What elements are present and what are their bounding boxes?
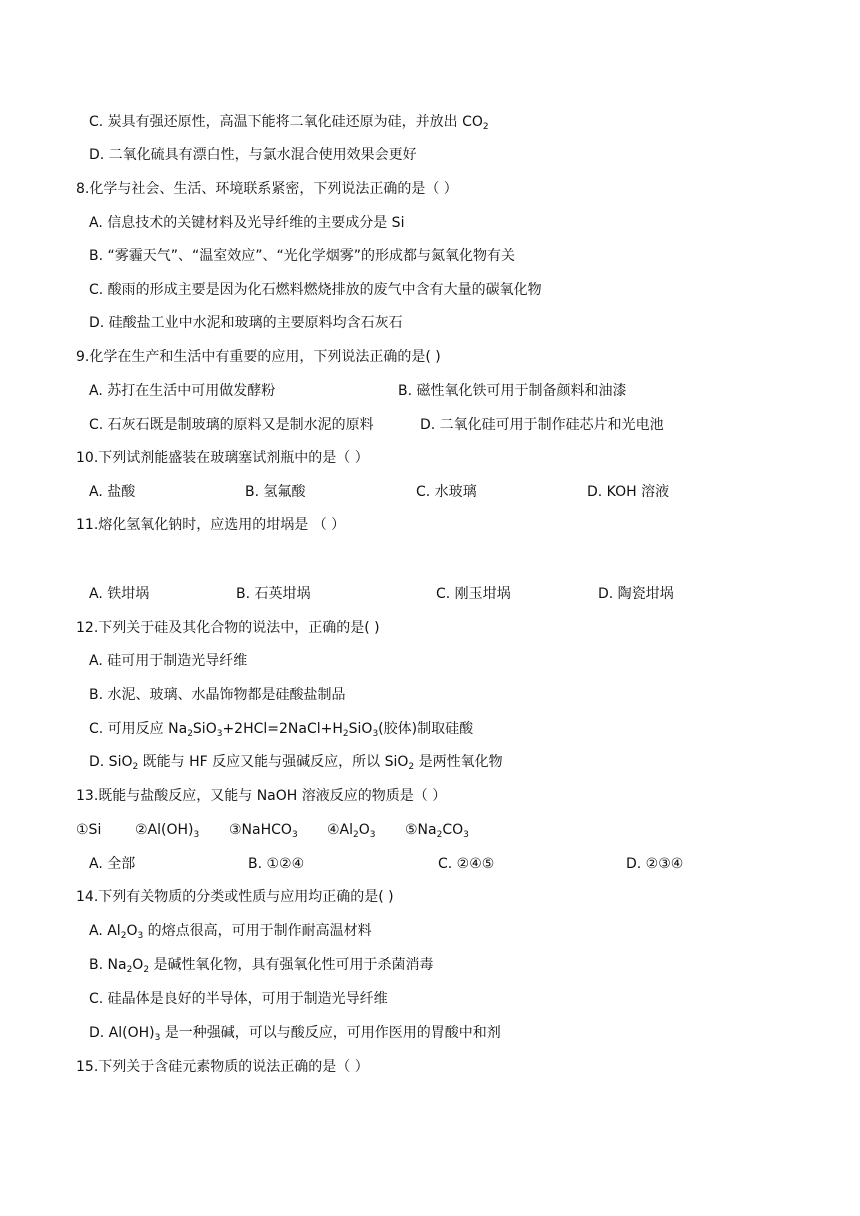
answer-option: [248, 854, 304, 874]
text-run: 的熔点很高，可用于制作耐高温材料: [143, 923, 372, 939]
text-run: O: [358, 822, 370, 838]
answer-option: [89, 280, 542, 300]
subscript: 3: [137, 931, 144, 941]
subscript: 3: [372, 729, 379, 739]
question-stem: [76, 515, 345, 535]
subscript: 3: [193, 830, 200, 840]
text-run: 15.下列关于含硅元素物质的说法正确的是（ ）: [76, 1059, 369, 1075]
subscript: 2: [482, 122, 489, 132]
text-run: D. 二氧化硫具有漂白性，与氯水混合使用效果会更好: [89, 147, 417, 163]
subscript: 2: [187, 729, 193, 739]
question-stem: [76, 887, 394, 907]
answer-option: [89, 955, 434, 975]
text-run: B. Na: [89, 957, 127, 973]
text-run: 9.化学在生产和生活中有重要的应用，下列说法正确的是( ): [76, 349, 441, 365]
text-run: 13.既能与盐酸反应，又能与 NaOH 溶液反应的物质是（ ）: [76, 788, 447, 804]
answer-option: [89, 112, 489, 132]
subscript: 3: [291, 830, 298, 840]
substance-item: [229, 820, 298, 840]
question-stem: [76, 179, 458, 199]
text-run: A. 苏打在生活中可用做发酵粉: [89, 383, 276, 399]
text-run: D. 二氧化硅可用于制作硅芯片和光电池: [420, 417, 664, 433]
text-run: C. 刚玉坩埚: [436, 586, 511, 602]
answer-option: [89, 1023, 501, 1043]
answer-option: [89, 415, 374, 435]
answer-option: [245, 482, 306, 502]
text-run: C. 石灰石既是制玻璃的原料又是制水泥的原料: [89, 417, 374, 433]
text-run: B. “雾霾天气”、“温室效应”、“光化学烟雾”的形成都与氮氧化物有关: [89, 248, 516, 264]
subscript: 2: [132, 762, 139, 772]
answer-option: [89, 482, 135, 502]
text-run: 是两性氧化物: [414, 754, 503, 770]
text-run: ⑤Na: [405, 822, 437, 838]
answer-option: [89, 145, 417, 165]
substance-item: [76, 820, 101, 840]
text-run: 是一种强碱，可以与酸反应，可用作医用的胃酸中和剂: [160, 1025, 501, 1041]
text-run: C. 硅晶体是良好的半导体，可用于制造光导纤维: [89, 991, 388, 1007]
text-run: +2HCl=2NaCl+H: [222, 721, 343, 737]
text-run: O: [132, 957, 144, 973]
text-run: D. 陶瓷坩埚: [598, 586, 674, 602]
text-run: C. 酸雨的形成主要是因为化石燃料燃烧排放的废气中含有大量的碳氧化物: [89, 282, 542, 298]
answer-option: [236, 584, 311, 604]
answer-option: [89, 651, 247, 671]
subscript: 3: [154, 1033, 161, 1043]
text-run: B. ①②④: [248, 856, 305, 872]
subscript: 2: [408, 762, 415, 772]
question-stem: [76, 618, 380, 638]
answer-option: [626, 854, 683, 874]
text-run: 11.熔化氢氧化钠时，应选用的坩埚是 （ ）: [76, 517, 346, 533]
text-run: ③NaHCO: [229, 822, 292, 838]
text-run: A. 盐酸: [89, 484, 136, 500]
subscript: 2: [143, 965, 150, 975]
text-run: SiO: [348, 721, 373, 737]
text-run: B. 氢氟酸: [245, 484, 306, 500]
subscript: 2: [436, 830, 443, 840]
text-run: D. KOH 溶液: [587, 484, 670, 500]
subscript: 3: [216, 729, 223, 739]
question-stem: [76, 786, 446, 806]
text-run: B. 磁性氧化铁可用于制备颜料和油漆: [398, 383, 627, 399]
text-run: A. 全部: [89, 856, 136, 872]
text-run: (胶体)制取硅酸: [378, 721, 474, 737]
subscript: 2: [353, 830, 359, 840]
text-run: C. 炭具有强还原性，高温下能将二氧化硅还原为硅，并放出 CO: [89, 114, 483, 130]
answer-option: [598, 584, 674, 604]
text-run: A. 信息技术的关键材料及光导纤维的主要成分是 Si: [89, 215, 405, 231]
text-run: D. Al(OH): [89, 1025, 155, 1041]
question-stem: [76, 448, 369, 468]
answer-option: [416, 482, 477, 502]
subscript: 2: [126, 965, 133, 975]
answer-option: [398, 381, 627, 401]
text-run: 12.下列关于硅及其化合物的说法中，正确的是( ): [76, 620, 380, 636]
answer-option: [89, 685, 346, 705]
subscript: 3: [463, 830, 469, 840]
answer-option: [89, 719, 473, 739]
text-run: D. SiO: [89, 754, 133, 770]
text-run: SiO: [192, 721, 217, 737]
answer-option: [89, 381, 275, 401]
text-run: 14.下列有关物质的分类或性质与应用均正确的是( ): [76, 889, 394, 905]
question-stem: [76, 347, 441, 367]
text-run: A. 铁坩埚: [89, 586, 150, 602]
text-run: 8.化学与社会、生活、环境联系紧密，下列说法正确的是（ ）: [76, 181, 458, 197]
answer-option: [89, 313, 403, 333]
text-run: D. ②③④: [626, 856, 684, 872]
text-run: C. ②④⑤: [438, 856, 495, 872]
question-stem: [76, 1057, 369, 1077]
text-run: 既能与 HF 反应又能与强碱反应，所以 SiO: [138, 754, 409, 770]
answer-option: [420, 415, 664, 435]
text-run: A. Al: [89, 923, 121, 939]
answer-option: [89, 246, 515, 266]
subscript: 2: [120, 931, 127, 941]
answer-option: [89, 213, 404, 233]
substance-item: [327, 820, 376, 840]
answer-option: [89, 584, 149, 604]
text-run: B. 水泥、玻璃、水晶饰物都是硅酸盐制品: [89, 687, 346, 703]
answer-option: [438, 854, 494, 874]
substance-item: [135, 820, 199, 840]
answer-option: [587, 482, 669, 502]
text-run: 10.下列试剂能盛装在玻璃塞试剂瓶中的是（ ）: [76, 450, 369, 466]
text-run: 是碱性氧化物，具有强氧化性可用于杀菌消毒: [149, 957, 434, 973]
answer-option: [89, 921, 372, 941]
answer-option: [89, 854, 135, 874]
answer-option: [89, 989, 388, 1009]
substance-item: [405, 820, 469, 840]
subscript: 2: [342, 729, 349, 739]
text-run: ②Al(OH): [135, 822, 194, 838]
answer-option: [89, 752, 503, 772]
text-run: CO: [442, 822, 464, 838]
text-run: C. 可用反应 Na: [89, 721, 188, 737]
text-run: ④Al: [327, 822, 354, 838]
text-run: C. 水玻璃: [416, 484, 477, 500]
text-run: A. 硅可用于制造光导纤维: [89, 653, 248, 669]
text-run: D. 硅酸盐工业中水泥和玻璃的主要原料均含石灰石: [89, 315, 403, 331]
text-run: B. 石英坩埚: [236, 586, 311, 602]
text-run: ①Si: [76, 822, 102, 838]
subscript: 3: [369, 830, 376, 840]
answer-option: [436, 584, 511, 604]
text-run: O: [126, 923, 138, 939]
